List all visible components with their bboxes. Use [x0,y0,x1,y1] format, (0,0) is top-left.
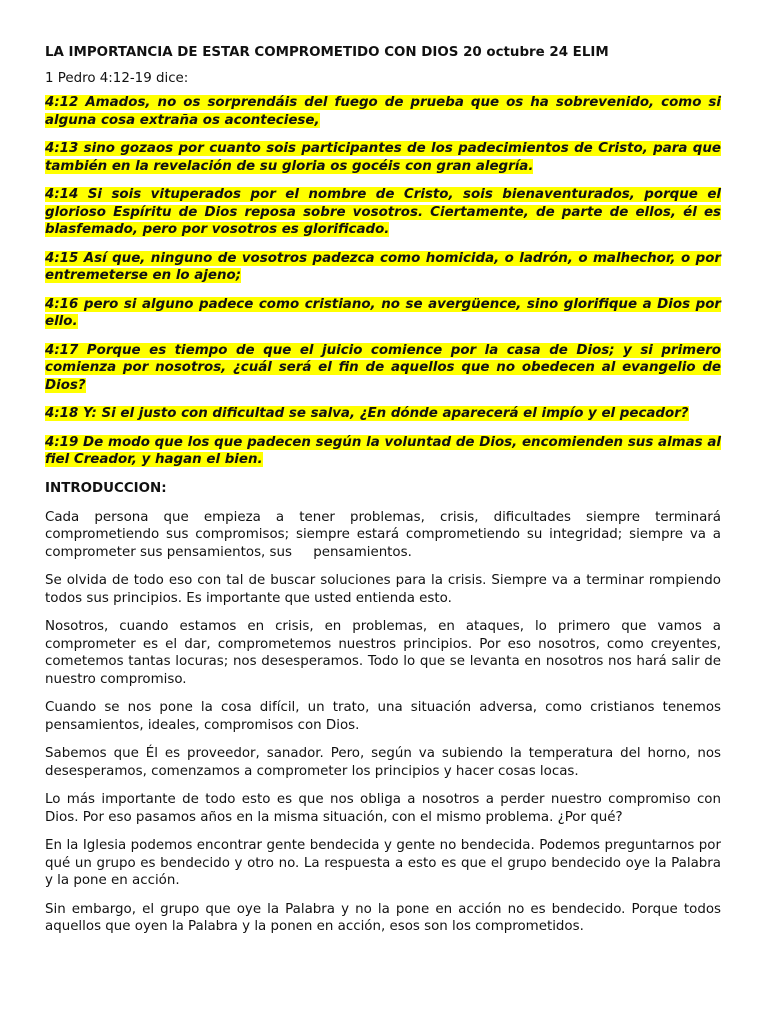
verse-4-13 [45,140,721,175]
scripture-reference: 1 Pedro 4:12-19 dice: [45,71,189,86]
paragraph: Cuando se nos pone la cosa difícil, un trato, una situación adversa, como cristianos tenemos pensamientos, ideales, compromisos con Dios. [45,700,721,733]
verse-text: 4:17 Porque es tiempo de que el juicio comience por la casa de Dios; y si primero comienza por nosotros, ¿cuál será el fin de aquellos que no obedecen al evangelio de Dios? [45,342,721,393]
verse-text: 4:19 De modo que los que padecen según la voluntad de Dios, encomienden sus almas al fiel Creador, y hagan el bien. [45,434,721,467]
verse-4-16 [45,296,721,331]
paragraph: Lo más importante de todo esto es que nos obliga a nosotros a perder nuestro compromiso con Dios. Por eso pasamos años en la misma situación, con el mismo problema. ¿Por qué? [45,792,721,825]
document-title: LA IMPORTANCIA DE ESTAR COMPROMETIDO CON DIOS 20 octubre 24 ELIM [45,45,609,60]
paragraph: Sin embargo, el grupo que oye la Palabra y no la pone en acción no es bendecido. Porque todos aquellos que oyen la Palabra y la ponen en acción, esos son los comprometidos. [45,901,721,934]
paragraph: Se olvida de todo eso con tal de buscar soluciones para la crisis. Siempre va a terminar rompiendo todos sus principios. Es importante que usted entienda esto. [45,573,721,606]
paragraph: En la Iglesia podemos encontrar gente bendecida y gente no bendecida. Podemos preguntarnos por qué un grupo es bendecido y otro no. La respuesta a esto es que el grupo bendecido oye la Palabra y la pone en acción. [45,838,721,888]
verse-4-17 [45,342,721,395]
verse-4-19 [45,434,721,469]
verse-text: 4:18 Y: Si el justo con dificultad se salva, ¿En dónde aparecerá el impío y el pecador? [45,406,689,421]
section-heading: INTRODUCCION: [45,480,167,496]
paragraph: Cada persona que empieza a tener problemas, crisis, dificultades siempre terminará comprometiendo sus compromisos; siempre estará comprometiendo su integridad; siempre va a comprometer sus pensamientos, sus pensamientos. [45,509,726,560]
verse-4-14 [45,186,721,239]
verse-4-18 [45,405,721,423]
verse-text: 4:13 sino gozaos por cuanto sois participantes de los padecimientos de Cristo, para que también en la revelación de su gloria os gocéis con gran alegría. [45,141,721,174]
document-body [45,44,726,947]
verse-4-15 [45,250,721,285]
verse-4-12 [45,94,721,129]
paragraph: Sabemos que Él es proveedor, sanador. Pero, según va subiendo la temperatura del horno, nos desesperamos, comenzamos a comprometer los principios y hacer cosas locas. [45,746,721,779]
verse-text: 4:12 Amados, no os sorprendáis del fuego de prueba que os ha sobrevenido, como si alguna cosa extraña os aconteciese, [45,95,721,128]
paragraph: Nosotros, cuando estamos en crisis, en problemas, en ataques, lo primero que vamos a comprometer es el dar, comprometemos nuestros principios. Por eso nosotros, como creyentes, cometemos tantas locuras; nos desesperamos. Todo lo que se levanta en nosotros nos hará salir de nuestro compromiso. [45,619,721,687]
verse-text: 4:16 pero si alguno padece como cristiano, no se avergüence, sino glorifique a Dios por ello. [45,296,721,329]
verse-text: 4:14 Si sois vituperados por el nombre de Cristo, sois bienaventurados, porque el glorioso Espíritu de Dios reposa sobre vosotros. Ciertamente, de parte de ellos, él es blasfemado, pero por vosotros es glorificado. [45,187,721,237]
verse-text: 4:15 Así que, ninguno de vosotros padezca como homicida, o ladrón, o malhechor, o por entremeterse en lo ajeno; [45,250,721,283]
